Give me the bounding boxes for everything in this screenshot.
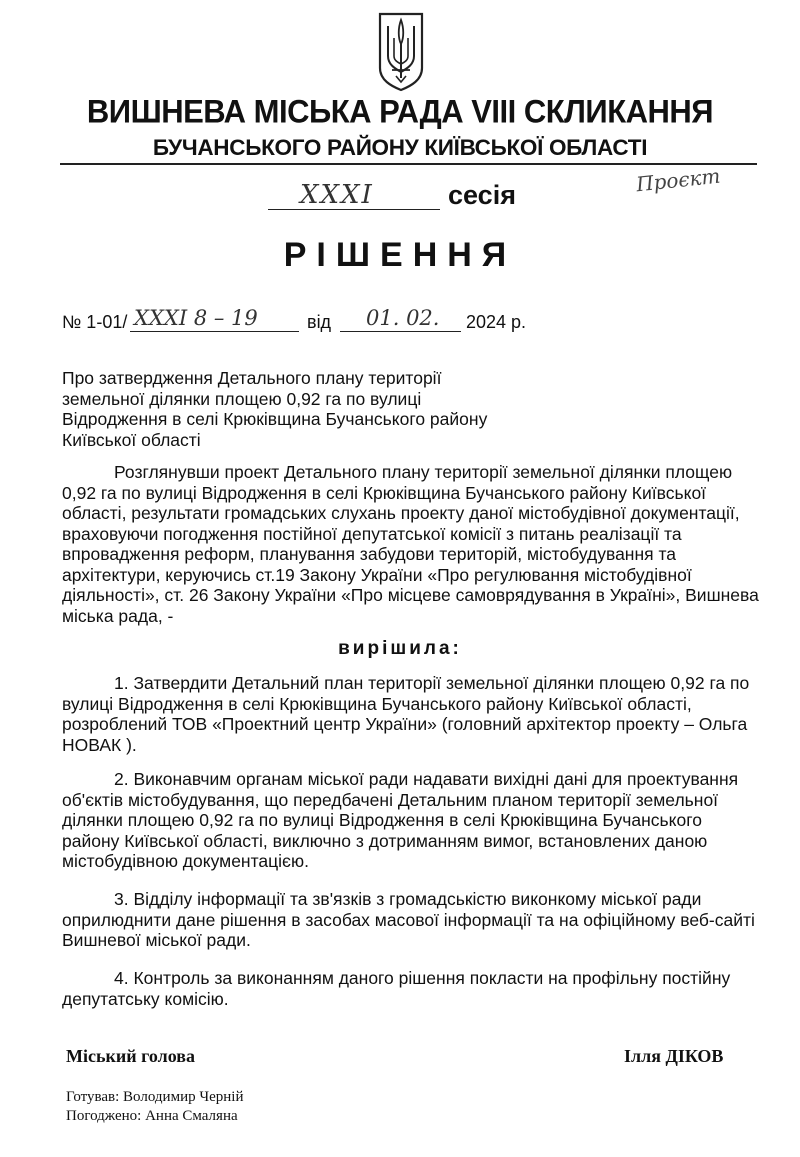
preamble-line: області, результати громадських слухань проекту даної містобудівної документації, (62, 503, 740, 523)
item-line: 2. Виконавчим органам міської ради надавати вихідні дані для проектування (114, 769, 739, 789)
preamble-line: враховуючи погодження постійної депутатської комісії з питань реалізації та (62, 523, 682, 544)
district-subtitle: БУЧАНСЬКОГО РАЙОНУ КИЇВСЬКОЇ ОБЛАСТІ (152, 135, 648, 160)
preamble (62, 462, 759, 626)
session-underline (268, 209, 440, 210)
document-title: РІШЕННЯ (283, 236, 517, 274)
signatory-position: Міський голова (66, 1046, 195, 1066)
item-line: району Київської області, виключно з дотриманням вимог, встановлених даною (62, 830, 708, 851)
item-line: 4. Контроль за виконанням даного рішення покласти на профільну постійну (114, 968, 731, 988)
preamble-line: архітектури, керуючись ст.19 Закону України «Про регулювання містобудівної (62, 564, 692, 585)
decision-number-underline (130, 331, 299, 332)
prepared-by: Готував: Володимир Черній (66, 1089, 244, 1105)
subject-line: Відродження в селі Крюківщина Бучанського району (62, 409, 488, 429)
item-line: містобудівною документацією. (62, 851, 309, 871)
decided-heading: вирішила: (338, 638, 462, 659)
decision-item-4 (62, 968, 752, 1009)
decision-item-1 (62, 673, 752, 755)
session-number: XXXI (300, 180, 374, 210)
decision-number-prefix: № 1-01/ (62, 312, 128, 332)
header-divider (60, 163, 757, 165)
subject-line: Про затвердження Детального плану території (62, 368, 442, 388)
decision-item-2 (62, 769, 752, 872)
item-line: розроблений ТОВ «Проектний центр України» (головний архітектор проекту – Ольга (62, 714, 748, 734)
document-footer (66, 1088, 243, 1126)
signatory-name: Ілля ДІКОВ (624, 1046, 724, 1066)
decision-subject (62, 368, 502, 450)
item-line: вулиці Відродження в селі Крюківщина Бучанського району Київської області, (62, 693, 692, 714)
item-line: 3. Відділу інформації та зв'язків з громадськістю виконкому міської ради (114, 889, 702, 909)
preamble-line: діяльності», ст. 26 Закону України «Про місцеве самоврядування в Україні», Вишнева (62, 585, 759, 605)
item-line: 1. Затвердити Детальний план території земельної ділянки площею 0,92 га по (114, 673, 750, 693)
preamble-line: впровадження реформ, планування забудови територій, містобудування та (62, 544, 677, 564)
item-line: Вишневої міської ради. (62, 930, 251, 950)
item-line: оприлюднити дане рішення в засобах масової інформації та на офіційному веб-сайті (62, 909, 755, 930)
preamble-line: 0,92 га по вулиці Відродження в селі Крюківщина Бучанського району Київської (62, 482, 707, 503)
ukraine-trident-emblem-icon (376, 10, 426, 92)
decision-number-value: XXXI 8 – 19 (134, 306, 258, 330)
preamble-line: міська рада, - (62, 605, 174, 626)
preamble-line: Розглянувши проект Детального плану території земельної ділянки площею (114, 462, 733, 482)
item-line: ділянки площею 0,92 га по вулиці Відродження в селі Крюківщина Бучанського (62, 810, 702, 830)
agreed-by: Погоджено: Анна Смаляна (66, 1108, 238, 1124)
date-from-label: від (307, 312, 332, 332)
decision-year: 2024 р. (466, 312, 527, 332)
council-title: ВИШНЕВА МІСЬКА РАДА VIII СКЛИКАННЯ (86, 93, 714, 130)
draft-handwritten-mark: Проєкт (634, 163, 722, 197)
item-line: об'єктів містобудування, що передбачені Детальним планом території земельної (62, 789, 719, 810)
subject-line: Київської області (62, 429, 201, 450)
decision-date-underline (340, 331, 461, 332)
decision-item-3 (62, 889, 755, 951)
item-line: НОВАК ). (62, 734, 137, 755)
session-label: сесія (448, 180, 516, 210)
item-line: депутатську комісію. (62, 988, 229, 1009)
decision-date-value: 01. 02. (366, 306, 440, 330)
subject-line: земельної ділянки площею 0,92 га по вулиці (62, 388, 422, 409)
